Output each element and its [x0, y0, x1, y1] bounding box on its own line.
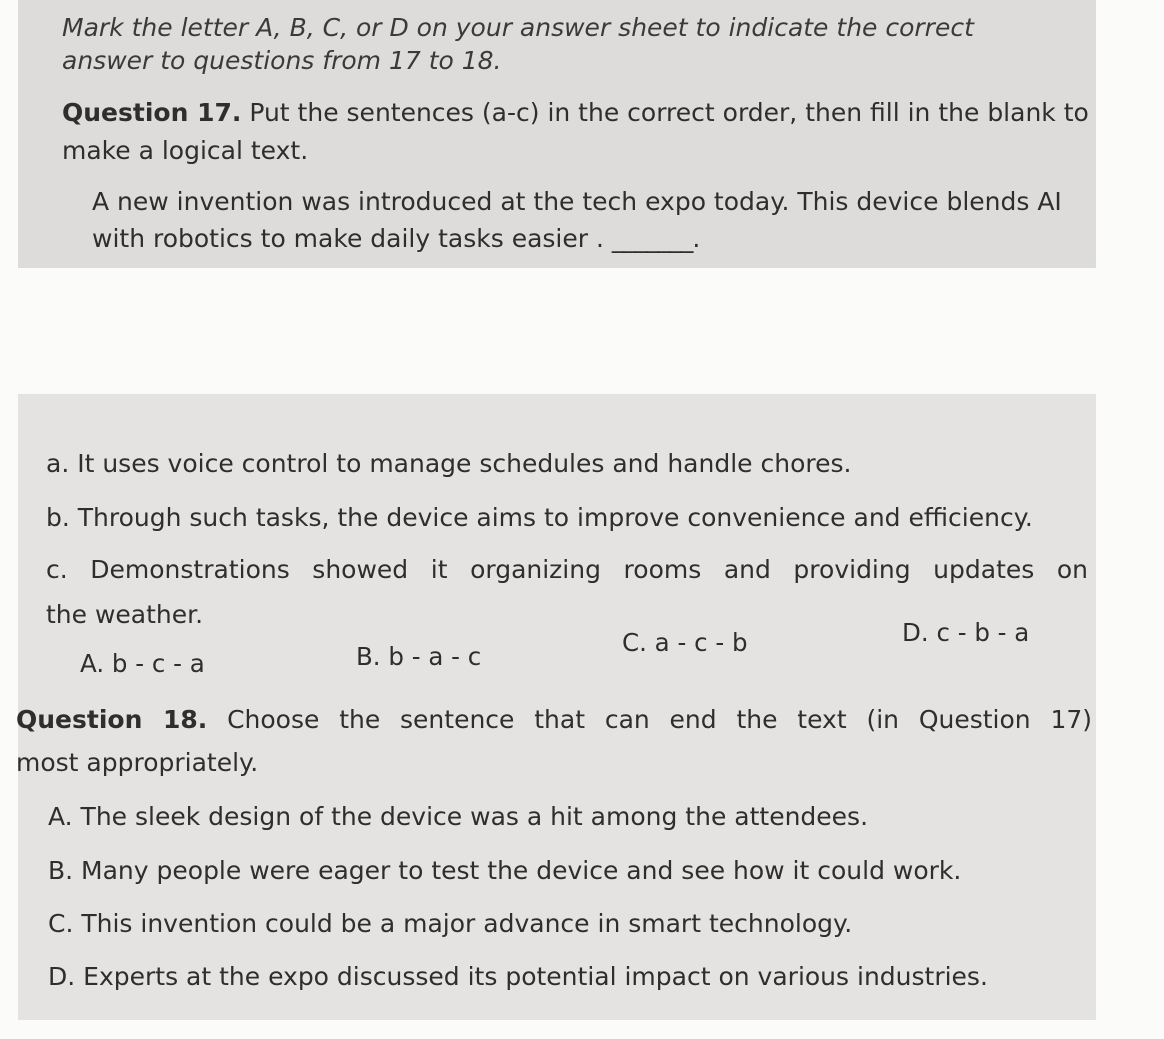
q17-option-c: C. a - c - b [622, 628, 748, 657]
sentence-c-continued: the weather. [46, 600, 204, 629]
instructions-line-1: Mark the letter A, B, C, or D on your answer sheet to indicate the correct [62, 13, 974, 42]
question-18-prompt-line-1: Choose the sentence that can end the text (in Question 17) [227, 705, 1093, 734]
question-18-prompt [16, 705, 1092, 735]
q18-option-b: B. Many people were eager to test the device and see how it could work. [48, 856, 962, 885]
passage-line-2 [92, 224, 699, 254]
q17-option-a: A. b - c - a [80, 649, 205, 678]
q18-option-c: C. This invention could be a major advance in smart technology. [48, 909, 853, 938]
passage-line-2-text: with robotics to make daily tasks easier . [92, 224, 604, 253]
question-17-prompt [62, 98, 1089, 128]
q18-option-a: A. The sleek design of the device was a hit among the attendees. [48, 802, 869, 831]
q18-option-d: D. Experts at the expo discussed its potential impact on various industries. [48, 962, 988, 991]
sentence-a: a. It uses voice control to manage schedules and handle chores. [46, 449, 852, 478]
sentence-c: c. Demonstrations showed it organizing rooms and providing updates on [46, 555, 1088, 584]
question-17-prompt-line-2: make a logical text. [62, 136, 309, 165]
answer-blank: _______. [611, 224, 700, 253]
question-18-label: Question 18. [16, 705, 208, 734]
question-17-prompt-line-1: Put the sentences (a-c) in the correct order, then fill in the blank to [249, 98, 1089, 127]
question-17-label: Question 17. [62, 98, 242, 127]
passage-line-1: A new invention was introduced at the tech expo today. This device blends AI [92, 187, 1062, 216]
question-18-prompt-line-2: most appropriately. [16, 748, 259, 777]
instructions-line-2: answer to questions from 17 to 18. [62, 46, 502, 75]
q17-option-d: D. c - b - a [902, 618, 1030, 647]
q17-option-b: B. b - a - c [356, 642, 482, 671]
sentence-b: b. Through such tasks, the device aims to improve convenience and efficiency. [46, 503, 1033, 532]
